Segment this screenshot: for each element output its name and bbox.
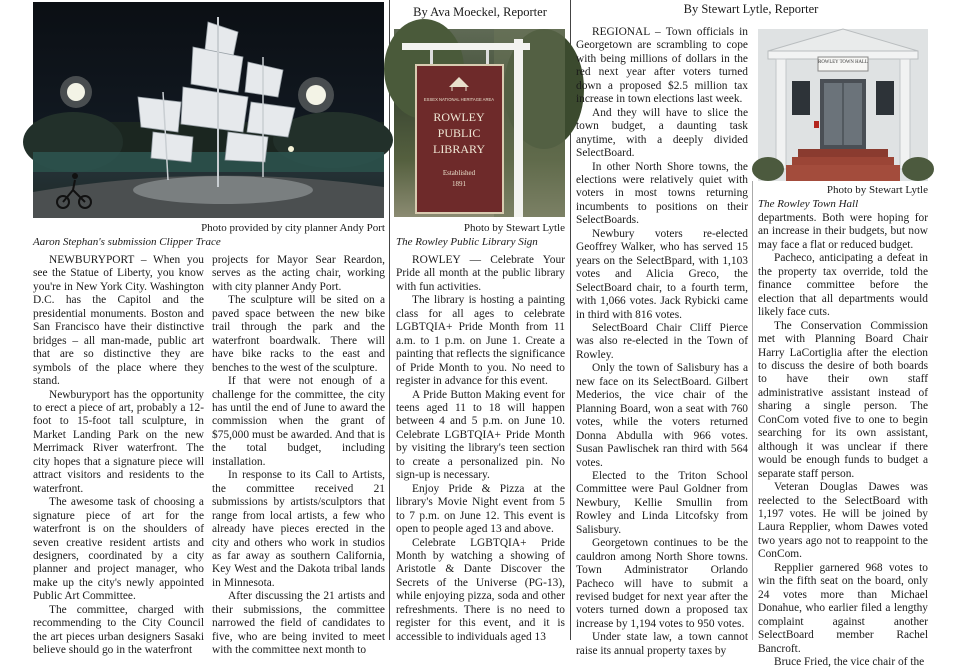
article-paragraph: departments. Both were hoping for an increase in their budgets, but now may face a flat or reduced budget. — [758, 212, 928, 251]
town-hall-sign: ROWLEY TOWN HALL — [818, 60, 868, 65]
article-paragraph: Celebrate LGBTQIA+ Pride Month by watching a showing of Aristotle & Dante Discover the Secrets of the Universe (PG-13), while enjoying pizza, soda and other refreshments. There is no need to register for this event, and it is accessible to individuals aged 13 — [396, 536, 565, 643]
article-paragraph: NEWBURYPORT – When you see the Statue of Liberty, you know you're in New York City. Washington D.C. has the Capitol and the presidential monuments. Boston and San Francisco have their distinctive bridges – all man-made, public art that are so distinctive they are symbols of the place where they stand. — [33, 254, 204, 388]
article-paragraph: The Conservation Commission met with Planning Board Chair Harry LaCortiglia after the election to discuss the desire of both boards to have their own staff administrative assistant instead of sharing a single person. The ConCom voted five to one to begin searching for its own assistant, although it was unclear if there would be enough funds to budget a separate staff person. — [758, 319, 928, 480]
column-rule — [752, 181, 753, 640]
article-paragraph: If that were not enough of a challenge for the committee, the city has until the end of June to award the commission when the grant of $75,000 must be awarded. And that is the total budget, including installation. — [212, 375, 385, 468]
sign-line-2: PUBLIC — [437, 126, 481, 140]
article-paragraph: In other North Shore towns, the elections were relatively quiet with voters in most towns returning incumbents to positions on their SelectBoards. — [576, 160, 748, 227]
article-column — [576, 26, 748, 657]
article-paragraph: Pacheco, anticipating a defeat in the property tax override, told the finance committee before the election that all departments would likely face cuts. — [758, 252, 928, 319]
article-paragraph: After discussing the 21 artists and their submissions, the committee narrowed the field of candidates to five, who are being invited to meet with the committee next month to — [212, 590, 385, 657]
article-paragraph: SelectBoard Chair Cliff Pierce was also re-elected in the Town of Rowley. — [576, 321, 748, 361]
article-paragraph: In response to its Call to Artists, the committee received 21 submissions by artists/sculptors that range from local artists, a few who already have pieces erected in the city and others who work in studios as far away as southern California, Key West and the Dakota tribal lands in Minnesota. — [212, 469, 385, 589]
library-sign-illustration — [394, 29, 565, 217]
photo-credit: Photo by Stewart Lytle — [826, 184, 928, 196]
article-column — [758, 212, 928, 668]
photo-credit: Photo by Stewart Lytle — [463, 222, 565, 234]
article-paragraph: And they will have to slice the town budget, a daunting task anytime, with a deeply divided SelectBoard. — [576, 106, 748, 160]
sculpture-photo — [33, 2, 384, 218]
article-paragraph: Georgetown continues to be the cauldron among North Shore towns. Town Administrator Orlando Pacheco will have to submit a revised budget for next year after the voters turned down a proposed tax increase by 1,194 votes to 950 votes. — [576, 537, 748, 630]
town-hall-illustration — [758, 29, 928, 181]
sculpture-illustration — [33, 2, 384, 218]
article-paragraph: The awesome task of choosing a signature piece of art for the waterfront is on the shoulders of seven creative resident artists and designers, coordinated by a city planner and project manager, who make up the city's newly appointed Public Art Committee. — [33, 496, 204, 603]
article-paragraph: The sculpture will be sited on a paved space between the new bike trail through the park and the waterfront boardwalk. There will have bike racks to the east and benches to the west of the sculpture. — [212, 294, 385, 374]
article-paragraph: Bruce Fried, the vice chair of the — [774, 655, 925, 668]
article-paragraph: ROWLEY — Celebrate Your Pride all month at the public library with fun activities. — [396, 254, 565, 293]
sign-line-3: LIBRARY — [432, 142, 486, 156]
sign-year: 1891 — [452, 180, 466, 188]
article-paragraph: Enjoy Pride & Pizza at the library's Movie Night event from 5 to 7 p.m. on June 12. This event is open to people aged 13 and above. — [396, 482, 565, 536]
article-paragraph: Elected to the Triton School Committee were Paul Goldner from Newbury, Kellie Smullin from Rowley and Linda Litcofsky from Salisbury. — [576, 469, 748, 536]
photo-credit: Photo provided by city planner Andy Port — [201, 222, 385, 234]
article-paragraph: Veteran Douglas Dawes was reelected to the SelectBoard with 1,197 votes. He will be joined by Laura Repplier, whom Dawes voted two years ago not to reappoint to the ConCom. — [758, 481, 928, 561]
article-paragraph: Newbury voters re-elected Geoffrey Walker, who has served 15 years on the SelectBpard, with 1,103 votes and Alicia Greco, the SelectBoard chair, to a fourth term, with 1,066 votes. Jack Rybicki came in third with 816 votes. — [576, 227, 748, 321]
article-paragraph: REGIONAL – Town officials in Georgetown are scrambling to cope with being millions of dollars in the red next year after voters turned down a proposed $2.5 million tax increase in town elections last week. — [576, 26, 748, 106]
article-paragraph: Under state law, a town cannot raise its annual property taxes by — [576, 631, 748, 657]
library-sign-photo — [394, 29, 565, 217]
sign-established: Established — [442, 169, 476, 177]
article-paragraph: projects for Mayor Sear Reardon, serves as the acting chair, working with city planner Andy Port. — [212, 254, 385, 293]
sign-heritage-text: ESSEX NATIONAL HERITAGE AREA — [423, 97, 495, 102]
article-column — [212, 254, 385, 657]
article-paragraph: Newburyport has the opportunity to erect a piece of art, probably a 12-foot to 15-foot tall sculpture, in Market Landing Park on the new Merrimack River waterfront. The city hopes that a signature piece will attract visitors and residents to the waterfront. — [33, 388, 204, 495]
article-paragraph: Repplier garnered 968 votes to win the fifth seat on the board, only 24 votes more than Michael Donahue, who earlier filed a lengthy complaint against another SelectBoard member Rachel Bancroft. — [758, 561, 928, 655]
byline: By Ava Moeckel, Reporter — [413, 5, 547, 19]
sign-line-1: ROWLEY — [433, 110, 485, 124]
town-hall-photo — [758, 29, 928, 181]
article-paragraph: The library is hosting a painting class for all ages to celebrate LGBTQIA+ Pride Month from 11 a.m. to 1 p.m. on June 1. Create a painting that reflects the significance of Pride Month to you. No need to register in advance for this event. — [396, 294, 565, 388]
photo-caption: The Rowley Town Hall — [758, 198, 859, 210]
article-paragraph: A Pride Button Making event for teens aged 11 to 18 will happen between 4 and 5 p.m. on June 10. Celebrate LGBTQIA+ Pride Month by visiting the library's teen section to create a personalized pin. No sign-up is necessary. — [396, 388, 565, 482]
article-column — [396, 254, 565, 643]
article-column — [33, 254, 204, 657]
photo-caption: The Rowley Public Library Sign — [396, 236, 538, 248]
article-paragraph: Only the town of Salisbury has a new face on its SelectBoard. Gilbert Mederios, the vice chair of the Planning Board, won a seat with 760 votes, while the voters returned Donna Abdulla with 966 votes. Susan Pawlischek ran third with 564 votes. — [576, 362, 748, 469]
byline: By Stewart Lytle, Reporter — [683, 2, 819, 16]
article-paragraph: The committee, charged with recommending to the City Council the art pieces urban designers Sasaki believe should go in the waterfront — [33, 603, 204, 657]
photo-caption: Aaron Stephan's submission Clipper Trace — [33, 236, 221, 248]
column-rule — [389, 0, 390, 640]
